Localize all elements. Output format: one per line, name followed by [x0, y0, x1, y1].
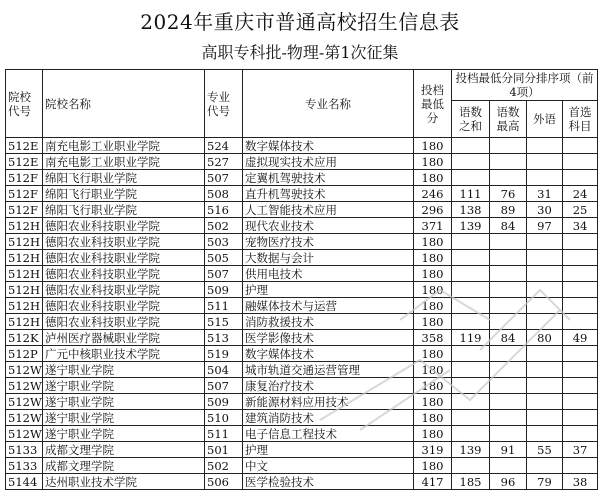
- cell-school-name: 遂宁职业学院: [43, 426, 205, 442]
- cell-major-code: 503: [205, 234, 243, 250]
- header-math-max: 语数最高: [490, 101, 527, 138]
- header-first-subject: 首选科目: [563, 101, 598, 138]
- cell-sum-cn-math: [452, 362, 490, 378]
- cell-math-max: [490, 314, 527, 330]
- cell-sum-cn-math: 111: [452, 186, 490, 202]
- cell-min-score: 180: [414, 170, 452, 186]
- cell-school-code: 512W: [6, 378, 43, 394]
- cell-first-subject: [563, 346, 598, 362]
- cell-first-subject: 49: [563, 330, 598, 346]
- cell-foreign: [527, 378, 563, 394]
- cell-foreign: 80: [527, 330, 563, 346]
- cell-math-max: [490, 282, 527, 298]
- cell-min-score: 180: [414, 314, 452, 330]
- cell-min-score: 180: [414, 458, 452, 474]
- cell-school-name: 南充电影工业职业学院: [43, 138, 205, 154]
- cell-first-subject: 25: [563, 202, 598, 218]
- cell-min-score: 180: [414, 138, 452, 154]
- cell-first-subject: [563, 410, 598, 426]
- cell-major-name: 宠物医疗技术: [243, 234, 414, 250]
- cell-school-name: 广元中核职业技术学院: [43, 346, 205, 362]
- cell-math-max: 91: [490, 442, 527, 458]
- cell-sum-cn-math: [452, 266, 490, 282]
- cell-major-code: 510: [205, 410, 243, 426]
- table-row: [6, 186, 598, 202]
- cell-sum-cn-math: 119: [452, 330, 490, 346]
- cell-foreign: [527, 250, 563, 266]
- cell-school-name: 成都文理学院: [43, 458, 205, 474]
- cell-school-code: 5133: [6, 458, 43, 474]
- cell-major-name: 电子信息工程技术: [243, 426, 414, 442]
- cell-foreign: [527, 234, 563, 250]
- cell-major-code: 507: [205, 266, 243, 282]
- cell-school-name: 德阳农业科技职业学院: [43, 250, 205, 266]
- cell-sum-cn-math: [452, 282, 490, 298]
- header-major-name: 专业名称: [243, 70, 414, 138]
- cell-major-name: 大数据与会计: [243, 250, 414, 266]
- cell-math-max: [490, 298, 527, 314]
- cell-foreign: [527, 458, 563, 474]
- cell-min-score: 180: [414, 410, 452, 426]
- cell-min-score: 358: [414, 330, 452, 346]
- cell-foreign: [527, 426, 563, 442]
- cell-first-subject: [563, 394, 598, 410]
- cell-sum-cn-math: [452, 298, 490, 314]
- cell-major-code: 502: [205, 218, 243, 234]
- page-title: 2024年重庆市普通高校招生信息表: [140, 10, 460, 34]
- cell-major-name: 定翼机驾驶技术: [243, 170, 414, 186]
- cell-school-code: 5133: [6, 442, 43, 458]
- cell-min-score: 296: [414, 202, 452, 218]
- cell-math-max: 89: [490, 202, 527, 218]
- cell-school-code: 512H: [6, 298, 43, 314]
- cell-first-subject: [563, 250, 598, 266]
- cell-math-max: [490, 170, 527, 186]
- cell-math-max: [490, 426, 527, 442]
- cell-min-score: 180: [414, 234, 452, 250]
- cell-math-max: 76: [490, 186, 527, 202]
- cell-foreign: [527, 394, 563, 410]
- cell-math-max: [490, 346, 527, 362]
- cell-foreign: [527, 410, 563, 426]
- cell-sum-cn-math: [452, 346, 490, 362]
- table-row: [6, 410, 598, 426]
- table-row: [6, 330, 598, 346]
- cell-major-name: 直升机驾驶技术: [243, 186, 414, 202]
- cell-school-name: 德阳农业科技职业学院: [43, 282, 205, 298]
- cell-school-name: 南充电影工业职业学院: [43, 154, 205, 170]
- cell-math-max: [490, 154, 527, 170]
- cell-first-subject: 38: [563, 474, 598, 490]
- cell-min-score: 180: [414, 298, 452, 314]
- cell-first-subject: [563, 154, 598, 170]
- cell-math-max: 84: [490, 330, 527, 346]
- cell-math-max: [490, 378, 527, 394]
- cell-major-name: 护理: [243, 442, 414, 458]
- cell-major-code: 504: [205, 362, 243, 378]
- cell-foreign: 97: [527, 218, 563, 234]
- cell-major-name: 城市轨道交通运营管理: [243, 362, 414, 378]
- cell-school-name: 遂宁职业学院: [43, 410, 205, 426]
- table-row: [6, 458, 598, 474]
- cell-school-code: 512H: [6, 282, 43, 298]
- table-row: [6, 218, 598, 234]
- cell-foreign: [527, 138, 563, 154]
- cell-first-subject: [563, 362, 598, 378]
- cell-major-name: 医学检验技术: [243, 474, 414, 490]
- cell-foreign: 79: [527, 474, 563, 490]
- cell-major-name: 中文: [243, 458, 414, 474]
- table-row: [6, 362, 598, 378]
- cell-foreign: 30: [527, 202, 563, 218]
- cell-school-name: 遂宁职业学院: [43, 378, 205, 394]
- header-min-score: 投档最低分: [414, 70, 452, 138]
- cell-math-max: [490, 458, 527, 474]
- cell-min-score: 180: [414, 154, 452, 170]
- cell-math-max: [490, 138, 527, 154]
- cell-school-name: 德阳农业科技职业学院: [43, 298, 205, 314]
- cell-sum-cn-math: [452, 314, 490, 330]
- table-body: [6, 138, 598, 490]
- cell-foreign: [527, 266, 563, 282]
- cell-first-subject: [563, 138, 598, 154]
- cell-foreign: [527, 362, 563, 378]
- cell-school-code: 512E: [6, 138, 43, 154]
- cell-min-score: 180: [414, 282, 452, 298]
- cell-math-max: [490, 394, 527, 410]
- cell-foreign: [527, 346, 563, 362]
- cell-sum-cn-math: [452, 138, 490, 154]
- cell-school-code: 512W: [6, 362, 43, 378]
- cell-major-name: 虚拟现实技术应用: [243, 154, 414, 170]
- cell-school-code: 5144: [6, 474, 43, 490]
- cell-math-max: [490, 234, 527, 250]
- table-row: [6, 138, 598, 154]
- cell-school-name: 绵阳飞行职业学院: [43, 186, 205, 202]
- cell-foreign: 55: [527, 442, 563, 458]
- cell-sum-cn-math: [452, 394, 490, 410]
- header-sum-cn-math: 语数之和: [452, 101, 490, 138]
- header-tie-group: 投档最低分同分排序项（前4项）: [452, 70, 598, 101]
- cell-school-code: 512K: [6, 330, 43, 346]
- cell-sum-cn-math: [452, 378, 490, 394]
- cell-min-score: 180: [414, 426, 452, 442]
- cell-first-subject: [563, 378, 598, 394]
- cell-first-subject: [563, 234, 598, 250]
- cell-major-code: 507: [205, 378, 243, 394]
- table-row: [6, 426, 598, 442]
- cell-school-name: 德阳农业科技职业学院: [43, 266, 205, 282]
- cell-school-name: 成都文理学院: [43, 442, 205, 458]
- cell-min-score: 319: [414, 442, 452, 458]
- cell-school-code: 512F: [6, 170, 43, 186]
- cell-major-code: 515: [205, 314, 243, 330]
- cell-school-name: 德阳农业科技职业学院: [43, 218, 205, 234]
- table-row: [6, 170, 598, 186]
- table-row: [6, 378, 598, 394]
- cell-major-name: 建筑消防技术: [243, 410, 414, 426]
- cell-first-subject: [563, 298, 598, 314]
- page-subtitle: 高职专科批-物理-第1次征集: [201, 43, 399, 62]
- cell-major-name: 新能源材料应用技术: [243, 394, 414, 410]
- cell-school-code: 512H: [6, 266, 43, 282]
- cell-major-name: 康复治疗技术: [243, 378, 414, 394]
- cell-school-code: 512H: [6, 314, 43, 330]
- cell-school-code: 512F: [6, 186, 43, 202]
- cell-school-code: 512W: [6, 394, 43, 410]
- cell-school-code: 512H: [6, 250, 43, 266]
- cell-first-subject: 34: [563, 218, 598, 234]
- header-school-code: 院校代号: [6, 70, 43, 138]
- cell-major-code: 501: [205, 442, 243, 458]
- cell-math-max: [490, 250, 527, 266]
- cell-school-name: 泸州医疗器械职业学院: [43, 330, 205, 346]
- cell-major-code: 507: [205, 170, 243, 186]
- header-major-code: 专业代号: [205, 70, 243, 138]
- cell-sum-cn-math: [452, 234, 490, 250]
- table-row: [6, 394, 598, 410]
- cell-min-score: 180: [414, 250, 452, 266]
- cell-sum-cn-math: 139: [452, 218, 490, 234]
- cell-min-score: 371: [414, 218, 452, 234]
- cell-major-name: 护理: [243, 282, 414, 298]
- cell-math-max: [490, 362, 527, 378]
- cell-math-max: [490, 410, 527, 426]
- cell-sum-cn-math: [452, 458, 490, 474]
- cell-school-code: 512W: [6, 410, 43, 426]
- cell-sum-cn-math: 185: [452, 474, 490, 490]
- cell-sum-cn-math: [452, 250, 490, 266]
- cell-major-name: 融媒体技术与运营: [243, 298, 414, 314]
- cell-min-score: 180: [414, 362, 452, 378]
- cell-first-subject: 24: [563, 186, 598, 202]
- table-row: [6, 314, 598, 330]
- cell-major-name: 现代农业技术: [243, 218, 414, 234]
- cell-major-code: 516: [205, 202, 243, 218]
- cell-min-score: 180: [414, 394, 452, 410]
- cell-major-code: 506: [205, 474, 243, 490]
- cell-sum-cn-math: [452, 426, 490, 442]
- cell-school-name: 遂宁职业学院: [43, 394, 205, 410]
- cell-major-name: 人工智能技术应用: [243, 202, 414, 218]
- cell-first-subject: [563, 266, 598, 282]
- cell-school-code: 512H: [6, 218, 43, 234]
- cell-first-subject: [563, 314, 598, 330]
- cell-major-code: 509: [205, 282, 243, 298]
- cell-min-score: 180: [414, 266, 452, 282]
- cell-min-score: 246: [414, 186, 452, 202]
- cell-major-name: 医学影像技术: [243, 330, 414, 346]
- cell-first-subject: [563, 170, 598, 186]
- cell-foreign: [527, 170, 563, 186]
- cell-major-name: 数字媒体技术: [243, 138, 414, 154]
- cell-school-code: 512W: [6, 426, 43, 442]
- cell-school-name: 绵阳飞行职业学院: [43, 170, 205, 186]
- cell-school-name: 德阳农业科技职业学院: [43, 314, 205, 330]
- cell-major-code: 519: [205, 346, 243, 362]
- cell-school-code: 512H: [6, 234, 43, 250]
- table-row: [6, 266, 598, 282]
- header-foreign: 外语: [527, 101, 563, 138]
- cell-major-code: 511: [205, 298, 243, 314]
- cell-math-max: 84: [490, 218, 527, 234]
- cell-foreign: [527, 282, 563, 298]
- cell-major-code: 502: [205, 458, 243, 474]
- cell-major-name: 供用电技术: [243, 266, 414, 282]
- cell-school-code: 512E: [6, 154, 43, 170]
- cell-sum-cn-math: 139: [452, 442, 490, 458]
- table-row: [6, 250, 598, 266]
- cell-school-code: 512F: [6, 202, 43, 218]
- cell-school-name: 绵阳飞行职业学院: [43, 202, 205, 218]
- cell-math-max: [490, 266, 527, 282]
- cell-major-name: 数字媒体技术: [243, 346, 414, 362]
- table-row: [6, 442, 598, 458]
- cell-math-max: 96: [490, 474, 527, 490]
- cell-major-code: 513: [205, 330, 243, 346]
- cell-major-code: 509: [205, 394, 243, 410]
- table-row: [6, 346, 598, 362]
- cell-major-name: 消防救援技术: [243, 314, 414, 330]
- table-row: [6, 154, 598, 170]
- cell-major-code: 511: [205, 426, 243, 442]
- cell-major-code: 524: [205, 138, 243, 154]
- cell-sum-cn-math: [452, 170, 490, 186]
- cell-school-name: 达州职业技术学院: [43, 474, 205, 490]
- cell-major-code: 508: [205, 186, 243, 202]
- cell-first-subject: [563, 458, 598, 474]
- table-row: [6, 234, 598, 250]
- cell-sum-cn-math: [452, 410, 490, 426]
- cell-foreign: [527, 314, 563, 330]
- header-school-name: 院校名称: [43, 70, 205, 138]
- cell-first-subject: [563, 426, 598, 442]
- cell-school-name: 遂宁职业学院: [43, 362, 205, 378]
- table-row: [6, 282, 598, 298]
- cell-min-score: 180: [414, 378, 452, 394]
- cell-sum-cn-math: [452, 154, 490, 170]
- cell-school-name: 德阳农业科技职业学院: [43, 234, 205, 250]
- cell-first-subject: 37: [563, 442, 598, 458]
- cell-foreign: 31: [527, 186, 563, 202]
- table-row: [6, 474, 598, 490]
- cell-sum-cn-math: 138: [452, 202, 490, 218]
- cell-school-code: 512P: [6, 346, 43, 362]
- table-row: [6, 298, 598, 314]
- cell-first-subject: [563, 282, 598, 298]
- admission-table: [5, 69, 598, 490]
- cell-foreign: [527, 298, 563, 314]
- cell-min-score: 180: [414, 346, 452, 362]
- cell-major-code: 505: [205, 250, 243, 266]
- cell-min-score: 417: [414, 474, 452, 490]
- cell-major-code: 527: [205, 154, 243, 170]
- table-row: [6, 202, 598, 218]
- cell-foreign: [527, 154, 563, 170]
